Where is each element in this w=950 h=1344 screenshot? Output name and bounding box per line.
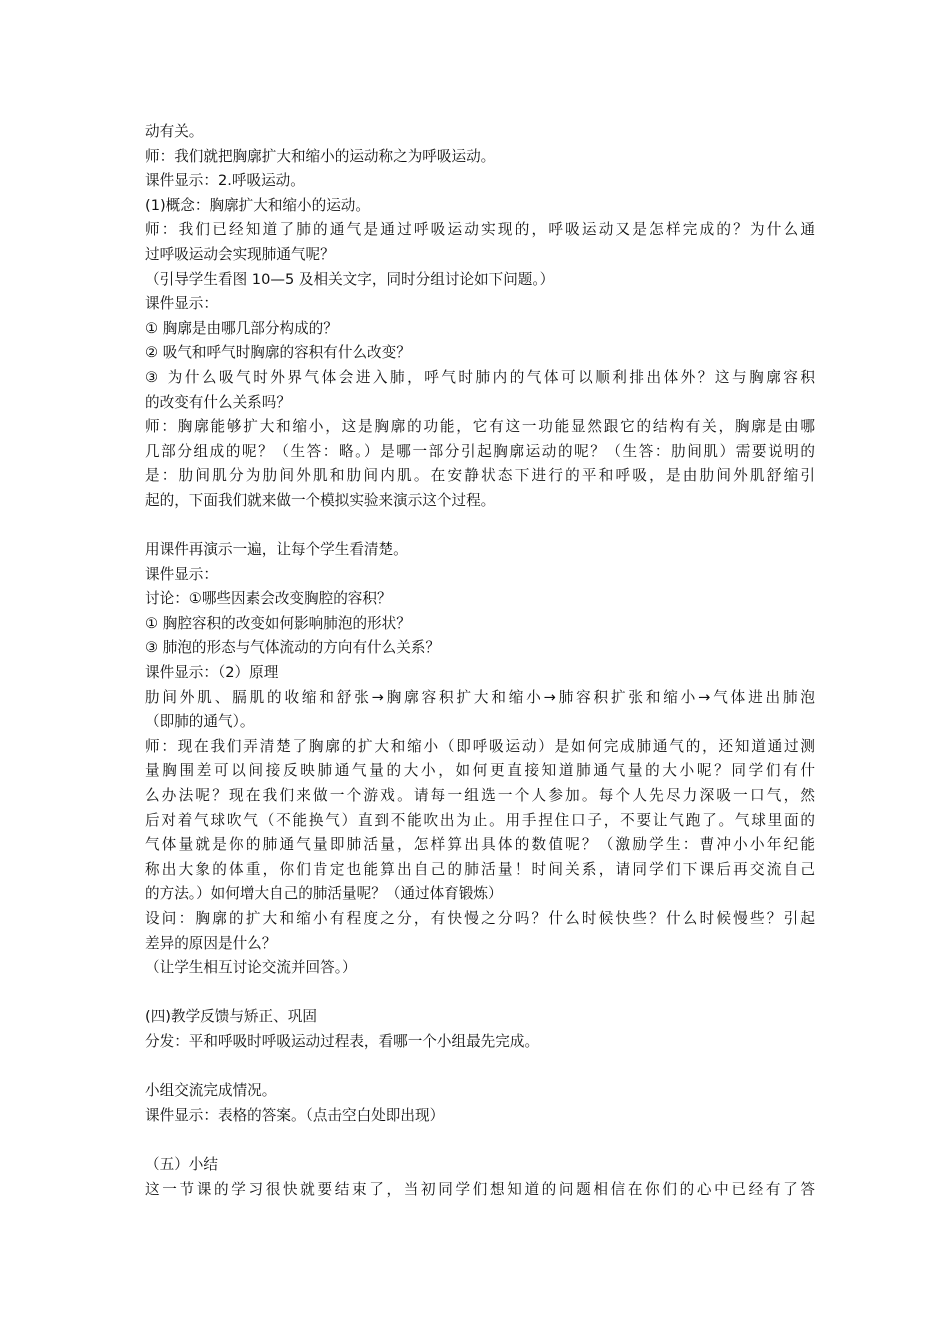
text-line: (1)概念：胸廓扩大和缩小的运动。 xyxy=(145,196,370,214)
blank-line xyxy=(145,514,815,539)
text-line: 称出大象的体重，你们肯定也能算出自己的肺活量！时间关系，请同学们下课后再交流自己 xyxy=(145,860,815,878)
text-line: （引导学生看图 10—5 及相关文字，同时分组讨论如下问题。） xyxy=(145,270,555,288)
blank-line xyxy=(145,1128,815,1153)
text-line: 起的，下面我们就来做一个模拟实验来演示这个过程。 xyxy=(145,491,496,509)
text-line: （让学生相互讨论交流并回答。） xyxy=(145,959,357,977)
text-line: 师：我们已经知道了肺的通气是通过呼吸运动实现的，呼吸运动又是怎样完成的？为什么通 xyxy=(145,221,815,239)
text-line: 么办法呢？现在我们来做一个游戏。请每一组选一个人参加。每个人先尽力深吸一口气，然 xyxy=(145,787,815,805)
text-line: 的改变有什么关系吗？ xyxy=(145,393,291,411)
text-line: 几部分组成的呢？（生答：略。）是哪一部分引起胸廓运动的呢？（生答：肋间肌）需要说明的 xyxy=(145,442,815,460)
text-line: 小组交流完成情况。 xyxy=(145,1082,277,1100)
text-line: 师：现在我们弄清楚了胸廓的扩大和缩小（即呼吸运动）是如何完成肺通气的，还知道通过测 xyxy=(145,737,815,755)
text-line: 课件显示：（2）原理 xyxy=(145,664,279,682)
text-line: 分发：平和呼吸时呼吸运动过程表，看哪一个小组最先完成。 xyxy=(145,1032,540,1050)
text-line: 肋间外肌、膈肌的收缩和舒张→胸廓容积扩大和缩小→肺容积扩张和缩小→气体进出肺泡 xyxy=(145,688,815,706)
text-line: ① 胸廓是由哪几部分构成的？ xyxy=(145,319,338,337)
text-line: 量胸围差可以间接反映肺通气量的大小，如何更直接知道肺通气量的大小呢？同学们有什 xyxy=(145,762,815,780)
text-line: 师：胸廓能够扩大和缩小，这是胸廓的功能，它有这一功能显然跟它的结构有关，胸廓是由哪 xyxy=(145,418,815,436)
text-line: 过呼吸运动会实现肺通气呢？ xyxy=(145,245,335,263)
text-line: （即肺的通气）。 xyxy=(145,713,255,731)
text-line: 课件显示： xyxy=(145,565,218,583)
text-line: 师：我们就把胸廓扩大和缩小的运动称之为呼吸运动。 xyxy=(145,147,496,165)
text-line: 的方法。）如何增大自己的肺活量呢？（通过体育锻炼） xyxy=(145,885,503,903)
text-line: 课件显示： xyxy=(145,295,218,313)
section-heading: （五）小结 xyxy=(145,1155,218,1173)
text-line: 后对着气球吹气（不能换气）直到不能吹出为止。用手捏住口子，不要让气跑了。气球里面的 xyxy=(145,811,815,829)
text-line: 这一节课的学习很快就要结束了，当初同学们想知道的问题相信在你们的心中已经有了答 xyxy=(145,1180,815,1198)
blank-line xyxy=(145,981,815,1006)
text-line: 气体量就是你的肺通气量即肺活量，怎样算出具体的数值呢？（激励学生：曹冲小小年纪能 xyxy=(145,836,815,854)
text-line: 是：肋间肌分为肋间外肌和肋间内肌。在安静状态下进行的平和呼吸，是由肋间外肌舒缩引 xyxy=(145,467,815,485)
text-line: 课件显示：2.呼吸运动。 xyxy=(145,172,305,190)
text-line: 差异的原因是什么？ xyxy=(145,934,277,952)
text-line: 动有关。 xyxy=(145,123,204,140)
text-line: 课件显示：表格的答案。（点击空白处即出现） xyxy=(145,1106,445,1124)
text-line: ① 胸腔容积的改变如何影响肺泡的形状？ xyxy=(145,614,411,632)
document-page xyxy=(145,120,815,1202)
text-line: ③ 肺泡的形态与气体流动的方向有什么关系？ xyxy=(145,639,441,657)
section-heading: (四)教学反馈与矫正、巩固 xyxy=(145,1008,317,1026)
text-line: ② 吸气和呼气时胸廓的容积有什么改变？ xyxy=(145,344,411,362)
blank-line xyxy=(145,1055,815,1080)
text-line: 讨论：①哪些因素会改变胸腔的容积？ xyxy=(145,590,392,608)
text-line: ③ 为什么吸气时外界气体会进入肺，呼气时肺内的气体可以顺利排出体外？这与胸廓容积 xyxy=(145,368,815,386)
text-line: 用课件再演示一遍，让每个学生看清楚。 xyxy=(145,541,408,559)
text-line: 设问：胸廓的扩大和缩小有程度之分，有快慢之分吗？什么时候快些？什么时候慢些？引起 xyxy=(145,910,815,927)
